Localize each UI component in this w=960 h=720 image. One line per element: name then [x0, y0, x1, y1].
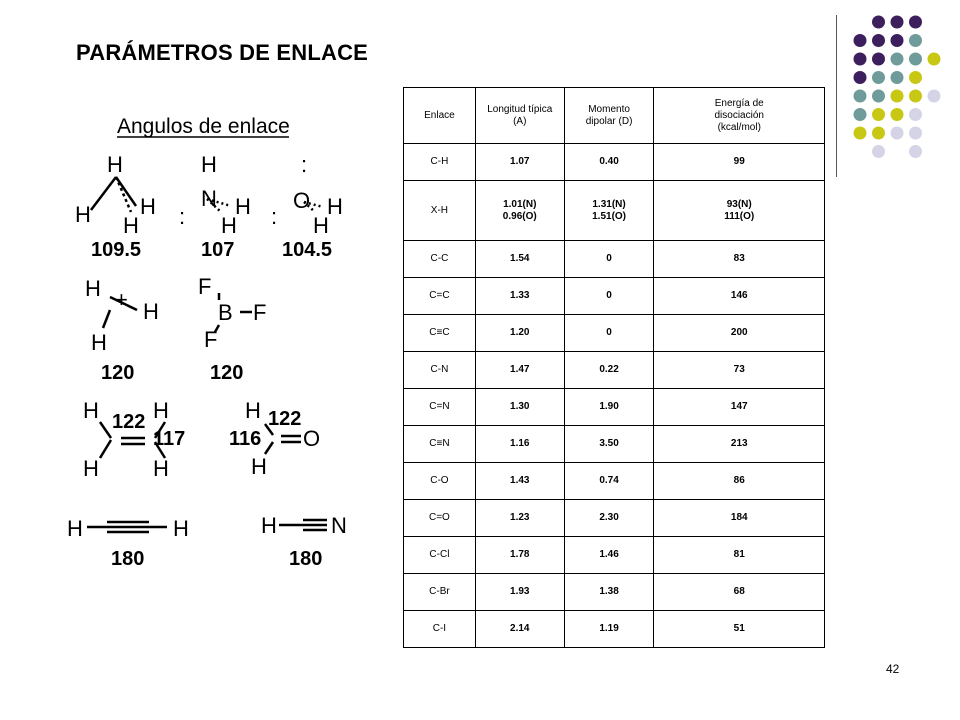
decorative-dot [928, 53, 941, 66]
table-cell: C-I [404, 611, 476, 648]
table-cell: 1.07 [475, 144, 564, 181]
decorative-dot [928, 90, 941, 103]
decorative-dot [854, 53, 867, 66]
atom-label: H [221, 213, 237, 238]
angle-label: 180 [111, 548, 145, 570]
decorative-dot [909, 71, 922, 84]
decorative-dot [891, 53, 904, 66]
decorative-dot [909, 16, 922, 29]
atom-label: B [218, 300, 233, 325]
table-cell: C=N [404, 389, 476, 426]
table-cell: C-H [404, 144, 476, 181]
decorative-dot [891, 127, 904, 140]
lone-pair: : [301, 152, 308, 177]
atom-label: O [293, 188, 311, 213]
atom-label: + [115, 287, 128, 312]
decorative-dot [872, 53, 885, 66]
angle-label: 117 [153, 428, 186, 450]
lone-pair: : [271, 204, 278, 229]
table-cell: 93(N) 111(O) [654, 181, 825, 241]
angle-label: 116 [229, 428, 262, 450]
table-row [404, 500, 825, 537]
decorative-dot [891, 16, 904, 29]
table-cell: 1.19 [564, 611, 654, 648]
table-row [404, 181, 825, 241]
decorative-dot [872, 71, 885, 84]
atom-label: H [140, 194, 156, 219]
atom-label: N [331, 513, 347, 538]
decorative-dot [891, 71, 904, 84]
table-cell: 1.43 [475, 463, 564, 500]
angle-label: 120 [210, 362, 244, 384]
table-cell: 0.74 [564, 463, 654, 500]
decorative-dot [909, 34, 922, 47]
table-cell: 146 [654, 278, 825, 315]
decorative-dot [872, 108, 885, 121]
table-cell: 1.31(N) 1.51(O) [564, 181, 654, 241]
table-row [404, 278, 825, 315]
decorative-dot [891, 108, 904, 121]
table-cell: 1.46 [564, 537, 654, 574]
angle-label: 107 [201, 239, 235, 261]
lone-pair: : [179, 204, 186, 229]
table-cell: 184 [654, 500, 825, 537]
table-cell: 1.20 [475, 315, 564, 352]
table-cell: 0 [564, 241, 654, 278]
table-cell: 1.16 [475, 426, 564, 463]
table-cell: 1.01(N) 0.96(O) [475, 181, 564, 241]
decorative-dot [909, 127, 922, 140]
table-cell: 51 [654, 611, 825, 648]
decorative-dot [909, 108, 922, 121]
table-cell: C-C [404, 241, 476, 278]
table-cell: 1.47 [475, 352, 564, 389]
atom-label: H [83, 398, 99, 423]
table-cell: 1.90 [564, 389, 654, 426]
angle-label: 120 [101, 362, 135, 384]
atom-label: H [153, 398, 169, 423]
table-cell: 73 [654, 352, 825, 389]
table-cell: 81 [654, 537, 825, 574]
table-cell: 213 [654, 426, 825, 463]
decorative-dot [872, 16, 885, 29]
table-cell: 1.38 [564, 574, 654, 611]
angle-label: 122 [268, 408, 302, 430]
atom-label: H [201, 152, 217, 177]
atom-label: H [235, 194, 251, 219]
atom-label: H [327, 194, 343, 219]
table-cell: C-Cl [404, 537, 476, 574]
atom-label: H [261, 513, 277, 538]
table-row [404, 241, 825, 278]
atom-label: H [245, 398, 261, 423]
table-cell: C≡C [404, 315, 476, 352]
decorative-dot [854, 108, 867, 121]
table-cell: 200 [654, 315, 825, 352]
table-row [404, 352, 825, 389]
table-cell: 2.30 [564, 500, 654, 537]
decorative-dot [891, 34, 904, 47]
decorative-dot [854, 127, 867, 140]
table-cell: 3.50 [564, 426, 654, 463]
decorative-dot [909, 53, 922, 66]
table-cell: 2.14 [475, 611, 564, 648]
table-cell: C-O [404, 463, 476, 500]
decorative-divider [836, 15, 837, 177]
atom-label: F [198, 274, 212, 299]
table-row [404, 537, 825, 574]
table-row [404, 463, 825, 500]
table-cell: 68 [654, 574, 825, 611]
decorative-dot [909, 90, 922, 103]
decorative-dot [872, 127, 885, 140]
table-cell: C-Br [404, 574, 476, 611]
atom-label: H [251, 454, 267, 479]
atom-label: H [75, 202, 91, 227]
table-cell: C-N [404, 352, 476, 389]
column-header: Momento dipolar (D) [564, 88, 654, 144]
table-cell: 0 [564, 315, 654, 352]
atom-label: H [313, 213, 329, 238]
table-cell: 0.22 [564, 352, 654, 389]
atom-label: H [143, 299, 159, 324]
table-cell: 99 [654, 144, 825, 181]
table-cell: 147 [654, 389, 825, 426]
table-row [404, 389, 825, 426]
decorative-dot [909, 145, 922, 158]
table-cell: 83 [654, 241, 825, 278]
table-row [404, 611, 825, 648]
table-cell: 1.78 [475, 537, 564, 574]
angle-label: 122 [112, 411, 146, 433]
atom-label: H [85, 276, 101, 301]
decorative-dot [854, 34, 867, 47]
atom-label: H [123, 213, 139, 238]
table-row [404, 144, 825, 181]
table-header-row [404, 88, 825, 144]
decorative-dot [872, 90, 885, 103]
table-cell: X-H [404, 181, 476, 241]
table-cell: 1.30 [475, 389, 564, 426]
table-cell: 86 [654, 463, 825, 500]
atom-label: N [201, 186, 217, 211]
column-header: Enlace [404, 88, 476, 144]
decorative-dot [891, 90, 904, 103]
atom-label: O [303, 426, 321, 451]
table-row [404, 315, 825, 352]
table-cell: C=C [404, 278, 476, 315]
angle-label: 180 [289, 548, 323, 570]
column-header: Longitud típica (A) [475, 88, 564, 144]
atom-label: H [107, 152, 123, 177]
page-number: 42 [886, 662, 900, 676]
column-header: Energía de disociación (kcal/mol) [654, 88, 825, 144]
figure-heading: Angulos de enlace [117, 115, 290, 138]
angle-label: 109.5 [91, 239, 142, 261]
table-cell: 0 [564, 278, 654, 315]
table-cell: C=O [404, 500, 476, 537]
table-row [404, 574, 825, 611]
atom-label: H [91, 330, 107, 355]
decorative-dot [854, 90, 867, 103]
table-cell: 0.40 [564, 144, 654, 181]
bond-angles-figure [55, 100, 395, 590]
table-cell: C≡N [404, 426, 476, 463]
slide-title: PARÁMETROS DE ENLACE [76, 40, 369, 65]
table-cell: 1.23 [475, 500, 564, 537]
atom-label: F [204, 327, 218, 352]
table-row [404, 426, 825, 463]
angle-label: 104.5 [282, 239, 333, 261]
decorative-dot [872, 34, 885, 47]
atom-label: H [83, 456, 99, 481]
decorative-dot [854, 71, 867, 84]
bond-parameters-table [403, 87, 825, 648]
table-cell: 1.54 [475, 241, 564, 278]
decorative-dot [872, 145, 885, 158]
atom-label: F [253, 300, 267, 325]
atom-label: H [173, 516, 189, 541]
atom-label: H [153, 456, 169, 481]
table-cell: 1.33 [475, 278, 564, 315]
atom-label: H [67, 516, 83, 541]
table-cell: 1.93 [475, 574, 564, 611]
